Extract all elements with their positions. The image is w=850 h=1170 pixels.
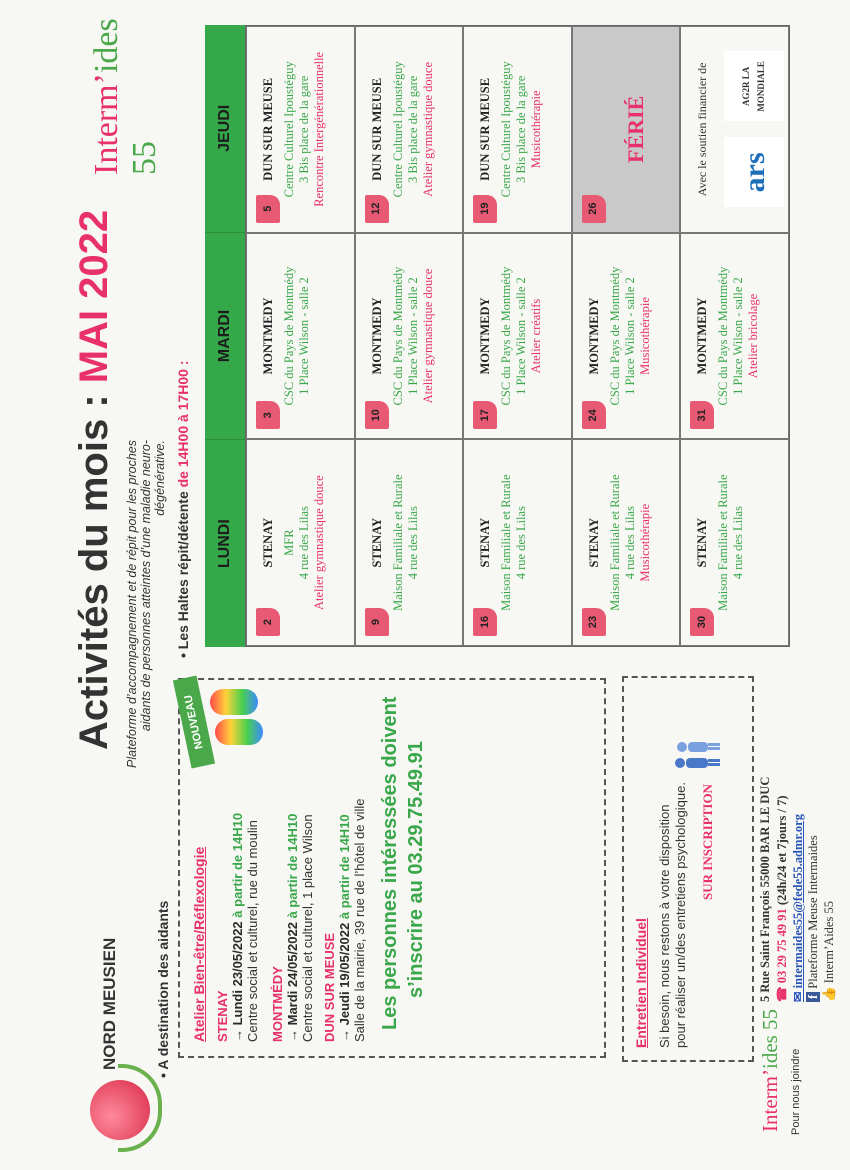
day-number-badge: 12 [365, 195, 389, 223]
cell-address: 3 Bis place de la gare [297, 75, 311, 183]
footer-brand [758, 1009, 783, 1132]
cell-location: STENAY [478, 517, 493, 568]
phone-icon: ☎ [775, 986, 789, 1002]
facebook-name: Plateforme Meuse Intermaides [806, 835, 820, 989]
day-number-badge: 31 [690, 401, 714, 429]
cell-location: MONTMEDY [586, 297, 601, 375]
contact-label: Pour nous joindre [790, 1048, 802, 1135]
calendar-cell [463, 233, 572, 440]
cell-address: 1 Place Wilson - salle 2 [405, 277, 420, 395]
cell-location: MONTMEDY [261, 297, 275, 375]
cell-venue: CSC du Pays de Montmédy [282, 266, 296, 406]
cell-address: 4 rue des Lilas [622, 506, 637, 580]
cell-address: 4 rue des Lilas [514, 506, 529, 580]
day-number-badge: 2 [256, 608, 280, 636]
cell-activity: Rencontre Intergénérationnelle [312, 51, 326, 207]
day-number-badge: 23 [582, 608, 606, 636]
cell-venue: Maison Familiale et Rurale [390, 474, 405, 611]
aidants-title: • A destination des aidants [155, 900, 171, 1078]
ferie-label: FÉRIÉ [622, 95, 648, 163]
org-name: NORD MEUSIEN [100, 937, 119, 1070]
brand-part-b: ides 55 [88, 18, 163, 175]
cell-address: 1 Place Wilson - salle 2 [731, 277, 746, 395]
cell-venue: Maison Familiale et Rurale [499, 474, 514, 611]
calendar-grid [245, 25, 790, 647]
brand-logo [88, 0, 164, 175]
title-prefix: Activités du mois : [72, 394, 116, 750]
calendar-cell [572, 233, 681, 440]
brand-part-a: Interm’ [88, 73, 125, 175]
cell-address: 3 Bis place de la gare [514, 75, 529, 183]
calendar-header [205, 25, 245, 647]
session-place: Centre social et culturel, rue du moulin [245, 820, 260, 1042]
cell-address: 3 Bis place de la gare [405, 75, 420, 183]
phone-number: 03 29 75 49 91 [775, 908, 789, 984]
cell-venue: CSC du Pays de Montmédy [390, 266, 405, 406]
session-place: Salle de la mairie, 39 rue de l’hôtel de ville [352, 798, 367, 1042]
day-number-badge: 30 [690, 608, 714, 636]
cell-activity: Atelier bricolage [746, 293, 761, 379]
cell-venue: MFR [282, 529, 296, 556]
cell-activity: Atelier gymnastique douce [420, 268, 435, 404]
sponsor-label: Avec le soutien financier de [695, 62, 710, 197]
calendar-cell [463, 439, 572, 646]
cell-address: 4 rue des Lilas [405, 506, 420, 580]
title-month: MAI 2022 [72, 209, 116, 384]
footer-brand-a: Interm’ [758, 1069, 782, 1132]
day-header: MARDI [205, 232, 245, 440]
session-date-line [337, 814, 352, 1042]
thumbs-up-icon: 👍 [822, 986, 836, 1002]
cell-address: 4 rue des Lilas [731, 506, 746, 580]
calendar-cell [572, 26, 681, 233]
halte-time: de 14H00 à 17H00 : [175, 360, 191, 488]
cell-location: DUN SUR MEUSE [478, 77, 493, 181]
calendar-cell [463, 26, 572, 233]
day-number-badge: 19 [473, 195, 497, 223]
entretien-text-1: Si besoin, nous restons à votre disposition [657, 804, 672, 1048]
cell-activity: Musicothérapie [637, 503, 652, 582]
session-date: → Mardi 24/05/2022 [285, 922, 300, 1042]
calendar-cell [355, 26, 464, 233]
footer-brand-b: ides 55 [758, 1008, 782, 1070]
facebook-icon: f [806, 992, 820, 1002]
cell-address: 1 Place Wilson - salle 2 [622, 277, 637, 395]
cell-location: DUN SUR MEUSE [369, 77, 384, 181]
cell-activity: Atelier gymnastique douce [312, 475, 326, 611]
session-date: → Jeudi 19/05/2022 [337, 922, 352, 1042]
page-title [72, 210, 117, 750]
day-number-badge: 5 [256, 195, 280, 223]
day-number-badge: 26 [582, 195, 606, 223]
email-icon: ✉ [791, 991, 805, 1002]
subtitle: Plateforme d’accompagnement et de répit pour les proches aidants de personnes atteintes d’une maladie neuro-dégénérative. [125, 440, 167, 768]
cell-location: STENAY [369, 517, 384, 568]
inscription-note: SUR INSCRIPTION [700, 784, 715, 900]
calendar-cell [572, 439, 681, 646]
facebook-link[interactable] [806, 835, 821, 1002]
cell-venue: CSC du Pays de Montmédy [607, 266, 622, 406]
halte-label: • Les Haltes répit/détente [175, 491, 191, 658]
cell-location: MONTMEDY [369, 297, 384, 375]
calendar-cell [355, 439, 464, 646]
cell-venue: Centre Culturel Ipoustéguy [390, 61, 405, 198]
cell-address: 4 rue des Lilas [297, 506, 311, 580]
address: 5 Rue Saint François 55000 BAR LE DUC [758, 776, 772, 1002]
phone-note: (24h/24 et 7jours / 7) [775, 795, 789, 906]
day-number-badge: 17 [473, 401, 497, 429]
email-link[interactable] [790, 814, 806, 1002]
entretien-text-2: pour réaliser un/des entretiens psychologique. [673, 782, 688, 1048]
calendar-cell [355, 233, 464, 440]
like-name: Interm’Aides 55 [822, 901, 836, 984]
cell-venue: Centre Culturel Ipoustéguy [282, 61, 296, 198]
session-city: MONTMÉDY [270, 966, 285, 1042]
people-icon [672, 735, 722, 775]
session-city: DUN SUR MEUSE [322, 932, 337, 1042]
cell-venue: Centre Culturel Ipoustéguy [499, 61, 514, 198]
session-date-line [285, 814, 300, 1042]
cell-location: MONTMEDY [478, 297, 493, 375]
calendar-cell [246, 439, 355, 646]
entretien-title: Entretien Individuel [633, 918, 649, 1048]
cell-activity: Atelier gymnastique douce [420, 62, 435, 197]
session-time: à partir de 14H10 [285, 813, 300, 919]
cell-location: STENAY [695, 517, 710, 568]
session-time: à partir de 14H10 [337, 814, 352, 920]
cell-address: 1 Place Wilson - salle 2 [297, 277, 311, 395]
day-header: JEUDI [216, 104, 233, 152]
call-line-2: s’inscrire au 03.29.75.49.91 [405, 741, 427, 998]
calendar-cell [680, 233, 789, 440]
cell-venue: CSC du Pays de Montmédy [499, 266, 514, 406]
ars-logo: ars [724, 137, 784, 207]
day-number-badge: 16 [473, 608, 497, 636]
session-place: Centre social et culturel, 1 place Wilson [300, 814, 315, 1042]
calendar-cell [246, 233, 355, 440]
cell-activity: Musicothérapie [637, 297, 652, 375]
like-link[interactable] [822, 901, 837, 1002]
cell-location: STENAY [586, 517, 601, 568]
session-city: STENAY [215, 990, 230, 1042]
cell-activity: Atelier créatifs [529, 298, 544, 374]
calendar-cell [246, 26, 355, 233]
foot-icon [215, 719, 263, 745]
halte-title [175, 361, 191, 658]
phone-line [774, 795, 790, 1002]
cell-location: STENAY [261, 517, 275, 568]
session-date: → Lundi 23/05/2022 [230, 921, 245, 1042]
calendar-cell [680, 439, 789, 646]
foot-icon [210, 689, 258, 715]
calendar-cell [680, 26, 789, 233]
day-number-badge: 3 [256, 401, 280, 429]
call-line-1: Les personnes intéressées doivent [379, 696, 401, 1030]
cell-address: 1 Place Wilson - salle 2 [514, 277, 529, 395]
day-number-badge: 9 [365, 608, 389, 636]
ag2r-logo: AG2R LA MONDIALE [724, 51, 784, 121]
cell-activity: Musicothérapie [529, 90, 544, 169]
day-number-badge: 24 [582, 401, 606, 429]
cell-location: DUN SUR MEUSE [261, 77, 275, 181]
cell-location: MONTMEDY [695, 297, 710, 375]
cell-venue: Maison Familiale et Rurale [607, 474, 622, 611]
nouveau-badge: NOUVEAU [173, 675, 215, 768]
session-date-line [230, 813, 245, 1042]
day-number-badge: 10 [365, 401, 389, 429]
email: intermaides55@fede55.admr.org [791, 814, 805, 989]
cell-venue: Maison Familiale et Rurale [716, 474, 731, 611]
day-header: LUNDI [205, 439, 245, 647]
cell-venue: CSC du Pays de Montmédy [716, 266, 731, 406]
session-time: à partir de 14H10 [230, 812, 245, 918]
workshop-title: Atelier Bien-être/Réflexologie [191, 846, 207, 1042]
